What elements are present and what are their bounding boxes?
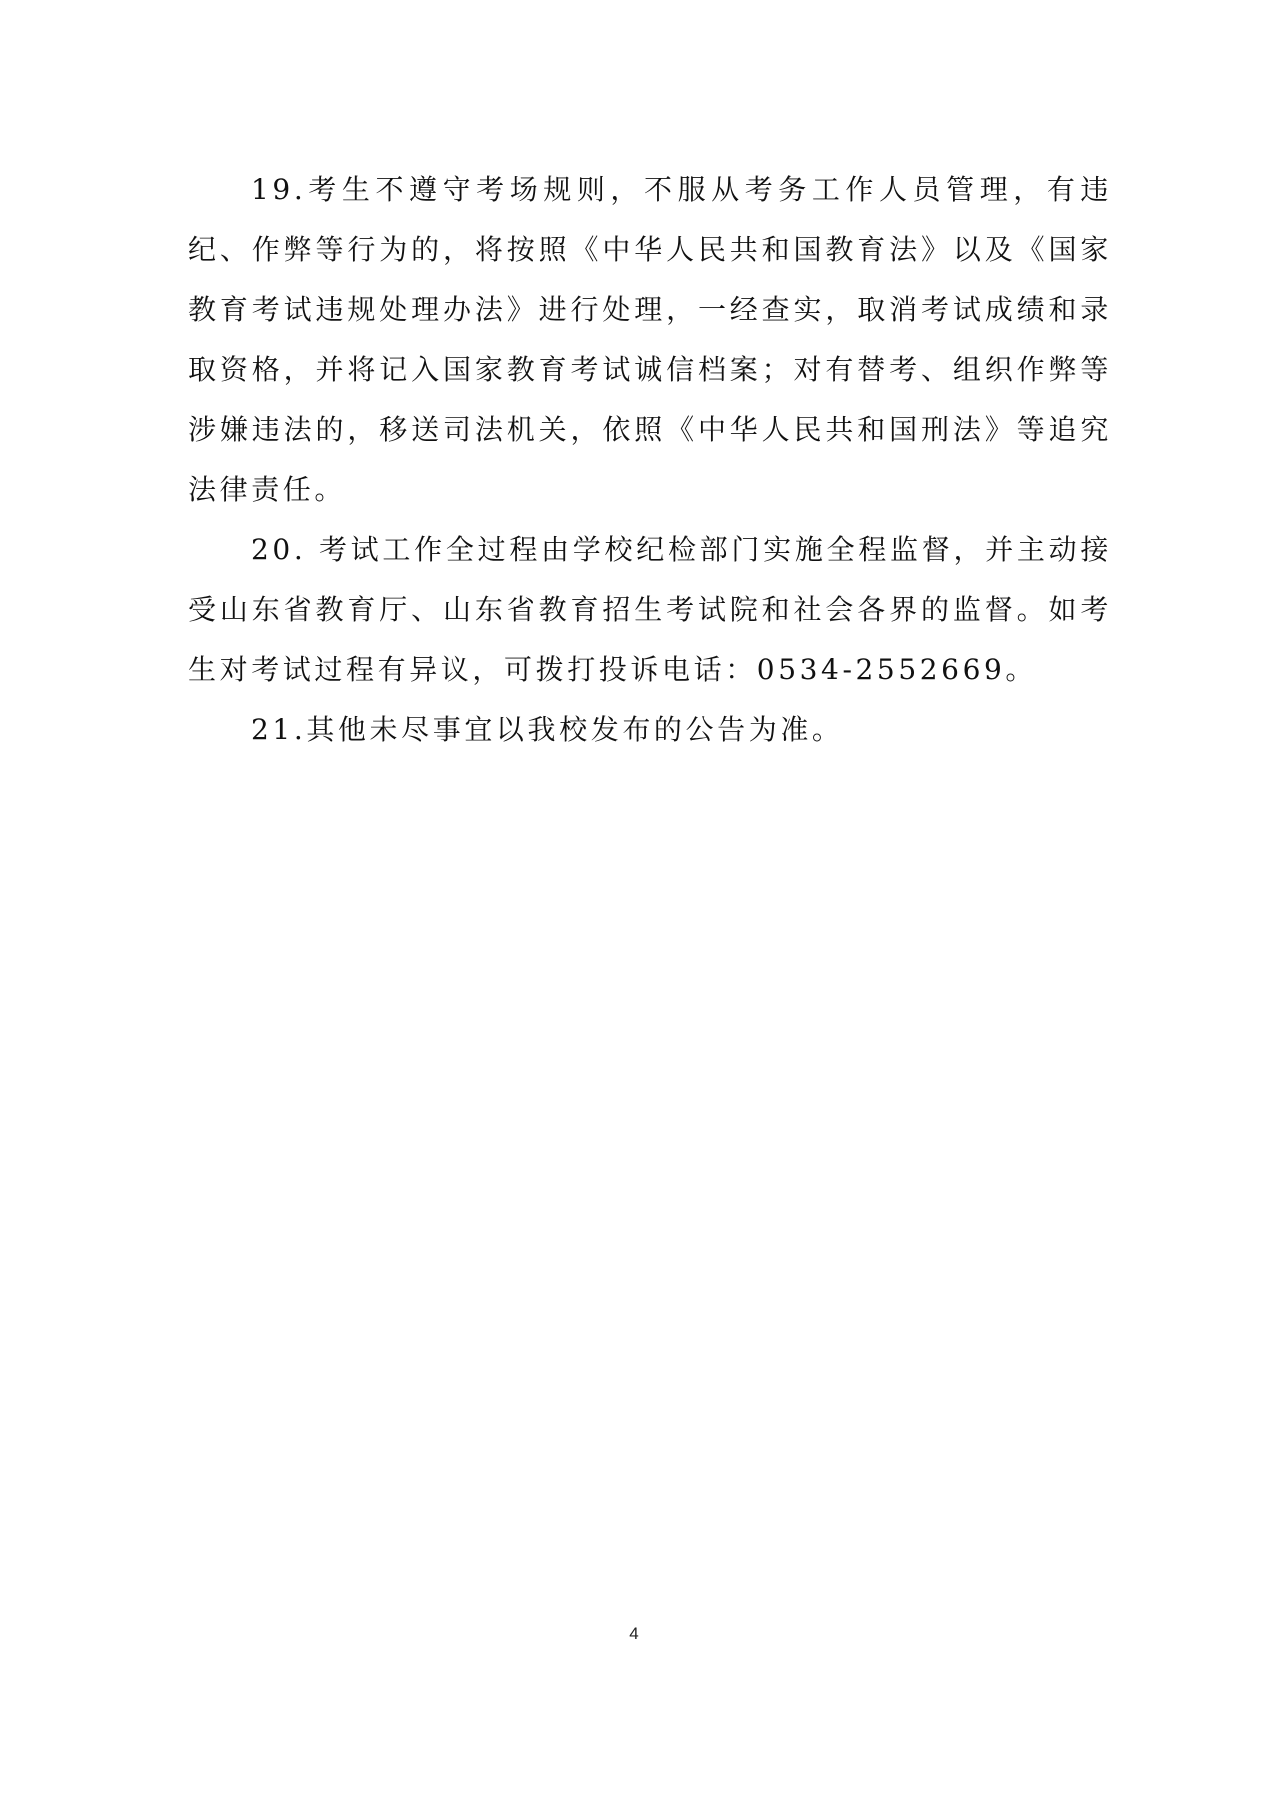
paragraph-item-19: 19.考生不遵守考场规则，不服从考务工作人员管理，有违纪、作弊等行为的，将按照《中华人民共和国教育法》以及《国家教育考试违规处理办法》进行处理，一经查实，取消考试成绩和录取资格，并将记入国家教育考试诚信档案；对有替考、组织作弊等涉嫌违法的，移送司法机关，依照《中华人民共和国刑法》等追究法律责任。 — [188, 173, 1112, 506]
paragraph-item-21: 21.其他未尽事宜以我校发布的公告为准。 — [251, 713, 844, 746]
paragraph-item-20: 20. 考试工作全过程由学校纪检部门实施全程监督，并主动接受山东省教育厅、山东省教育招生考试院和社会各界的监督。如考生对考试过程有异议，可拨打投诉电话：0534-2552669。 — [188, 533, 1112, 686]
page-number: 4 — [629, 1624, 639, 1643]
document-body — [188, 160, 1112, 760]
